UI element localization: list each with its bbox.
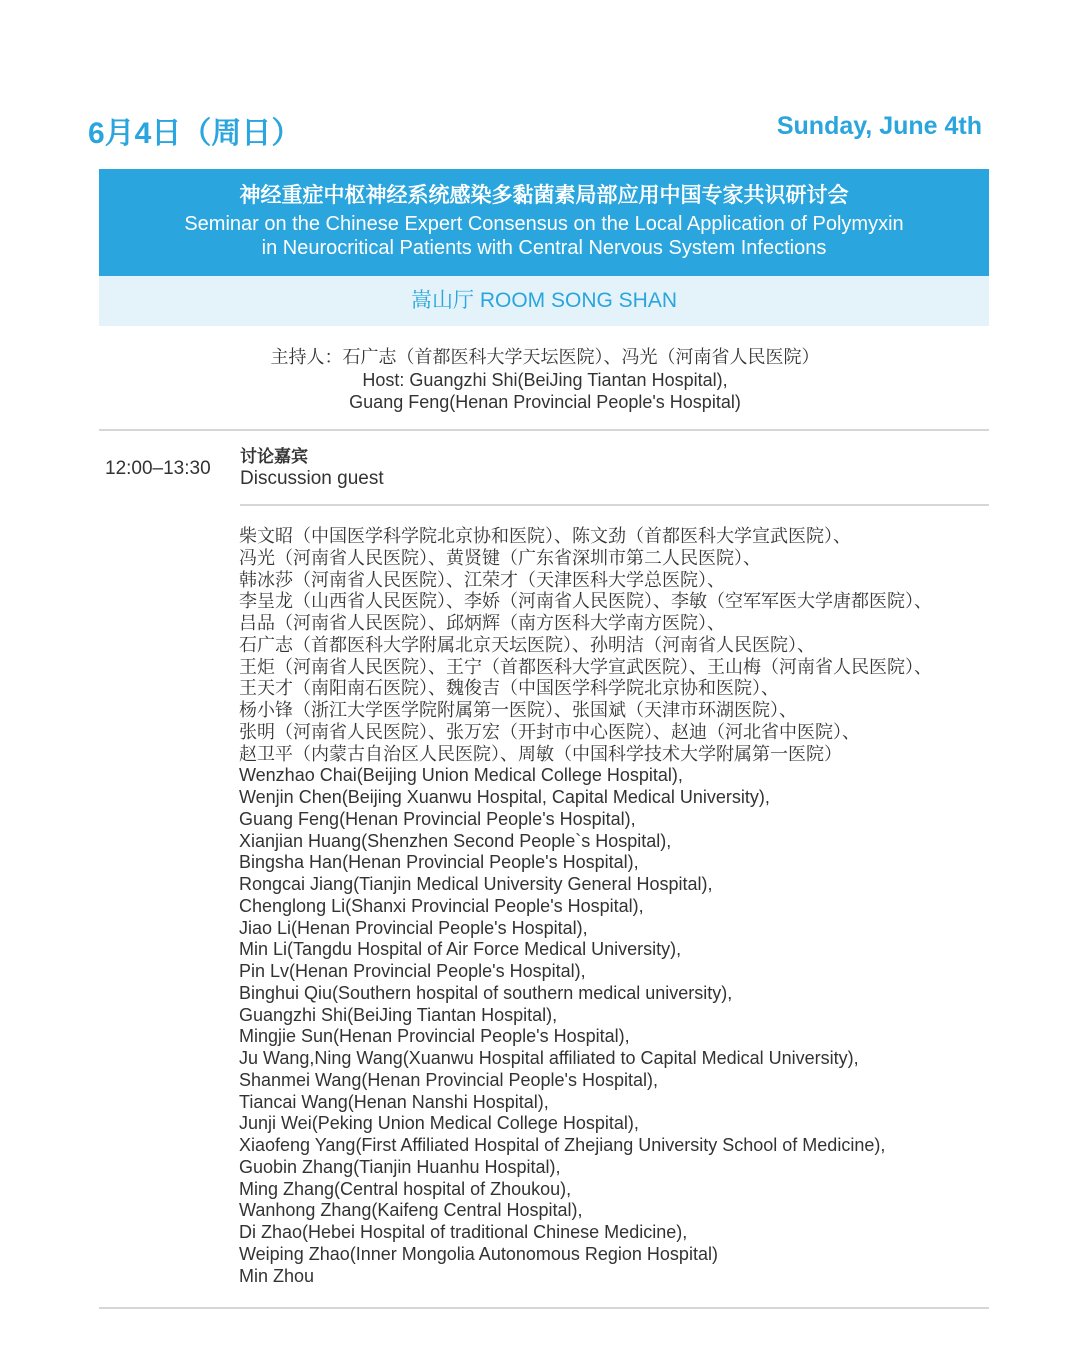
guest-line-cn: 冯光（河南省人民医院）、黄贤键（广东省深圳市第二人民医院）、 [239,547,761,568]
guest-line-en: Guangzhi Shi(BeiJing Tiantan Hospital), [239,1004,558,1025]
session-title-english-line2: in Neurocritical Patients with Central Nervous System Infections [261,237,827,259]
guest-line-en: Wenjin Chen(Beijing Xuanwu Hospital, Capital Medical University), [239,787,770,807]
divider [99,429,989,431]
guest-line-cn: 柴文昭（中国医学科学院北京协和医院）、陈文劲（首都医科大学宣武医院）、 [239,526,851,546]
agenda-item-chinese: 讨论嘉宾 [240,447,308,466]
guest-line-en: Chenglong Li(Shanxi Provincial People's Hospital), [239,895,644,916]
guest-line-en: Weiping Zhao(Inner Mongolia Autonomous Region Hospital) [239,1243,718,1264]
guest-line-cn: 韩冰莎（河南省人民医院）、江荣才（天津医科大学总医院）、 [239,569,725,590]
guest-line-en: Junji Wei(Peking Union Medical College Hospital), [239,1113,639,1134]
guest-line-en: Di Zhao(Hebei Hospital of traditional Chinese Medicine), [239,1222,688,1242]
divider [240,504,989,506]
host-english-line2: Guang Feng(Henan Provincial People's Hospital) [349,392,741,412]
date-chinese: 6月4日（周日） [88,117,302,150]
guest-line-cn: 王天才（南阳南石医院）、魏俊吉（中国医学科学院北京协和医院）、 [239,678,779,699]
guest-line-en: Tiancai Wang(Henan Nanshi Hospital), [239,1091,549,1112]
session-title-banner [99,169,989,276]
guest-line-en: Shanmei Wang(Henan Provincial People's Hospital), [239,1069,658,1090]
agenda-time: 12:00–13:30 [105,458,211,479]
guest-line-cn: 王炬（河南省人民医院）、王宁（首都医科大学宣武医院）、王山梅（河南省人民医院）、 [239,656,932,677]
guest-line-cn: 吕品（河南省人民医院）、邱炳辉（南方医科大学南方医院）、 [239,613,725,633]
agenda-item-english: Discussion guest [240,468,384,489]
guest-line-cn: 杨小锋（浙江大学医学院附属第一医院）、张国斌（天津市环湖医院）、 [239,700,797,720]
guest-line-en: Pin Lv(Henan Provincial People's Hospital), [239,961,586,981]
guest-line-en: Ju Wang,Ning Wang(Xuanwu Hospital affiliated to Capital Medical University), [239,1048,859,1068]
guest-list [239,526,1029,1287]
guest-line-en: Mingjie Sun(Henan Provincial People's Hospital), [239,1026,630,1047]
guest-line-cn: 张明（河南省人民医院）、张万宏（开封市中心医院）、赵迪（河北省中医院）、 [239,721,860,742]
guest-line-en: Jiao Li(Henan Provincial People's Hospital), [239,917,588,938]
guest-line-en: Xiaofeng Yang(First Affiliated Hospital of Zhejiang University School of Medicine), [239,1135,886,1155]
guest-line-en: Min Zhou [239,1265,315,1286]
guest-line-cn: 李呈龙（山西省人民医院）、李娇（河南省人民医院）、李敏（空军军医大学唐都医院）、 [239,591,932,612]
host-english-line1: Host: Guangzhi Shi(BeiJing Tiantan Hospital), [362,370,728,390]
guest-line-en: Xianjian Huang(Shenzhen Second People`s Hospital), [239,830,672,851]
divider [99,1307,989,1309]
guest-line-en: Guang Feng(Henan Provincial People's Hospital), [239,808,636,829]
guest-line-cn: 石广志（首都医科大学附属北京天坛医院）、孙明洁（河南省人民医院）、 [239,634,815,655]
guest-line-en: Min Li(Tangdu Hospital of Air Force Medical University), [239,939,682,960]
guest-line-en: Wanhong Zhang(Kaifeng Central Hospital), [239,1200,583,1221]
guest-line-en: Binghui Qiu(Southern hospital of southern medical university), [239,982,733,1003]
guest-line-en: Ming Zhang(Central hospital of Zhoukou), [239,1178,572,1199]
guest-line-en: Rongcai Jiang(Tianjin Medical University General Hospital), [239,874,713,894]
guest-line-cn: 赵卫平（内蒙古自治区人民医院）、周敏（中国科学技术大学附属第一医院） [239,743,842,764]
guest-line-en: Bingsha Han(Henan Provincial People's Hospital), [239,852,639,873]
host-chinese: 主持人：石广志（首都医科大学天坛医院）、冯光（河南省人民医院） [270,347,820,367]
guest-line-en: Wenzhao Chai(Beijing Union Medical College Hospital), [239,765,683,786]
room-label: 嵩山厅 ROOM SONG SHAN [99,276,989,326]
session-title-chinese: 神经重症中枢神经系统感染多黏菌素局部应用中国专家共识研讨会 [239,184,849,207]
session-title-english-line1: Seminar on the Chinese Expert Consensus on the Local Application of Polymyxin [184,213,904,235]
guest-line-en: Guobin Zhang(Tianjin Huanhu Hospital), [239,1156,561,1177]
date-english: Sunday, June 4th [776,112,982,140]
